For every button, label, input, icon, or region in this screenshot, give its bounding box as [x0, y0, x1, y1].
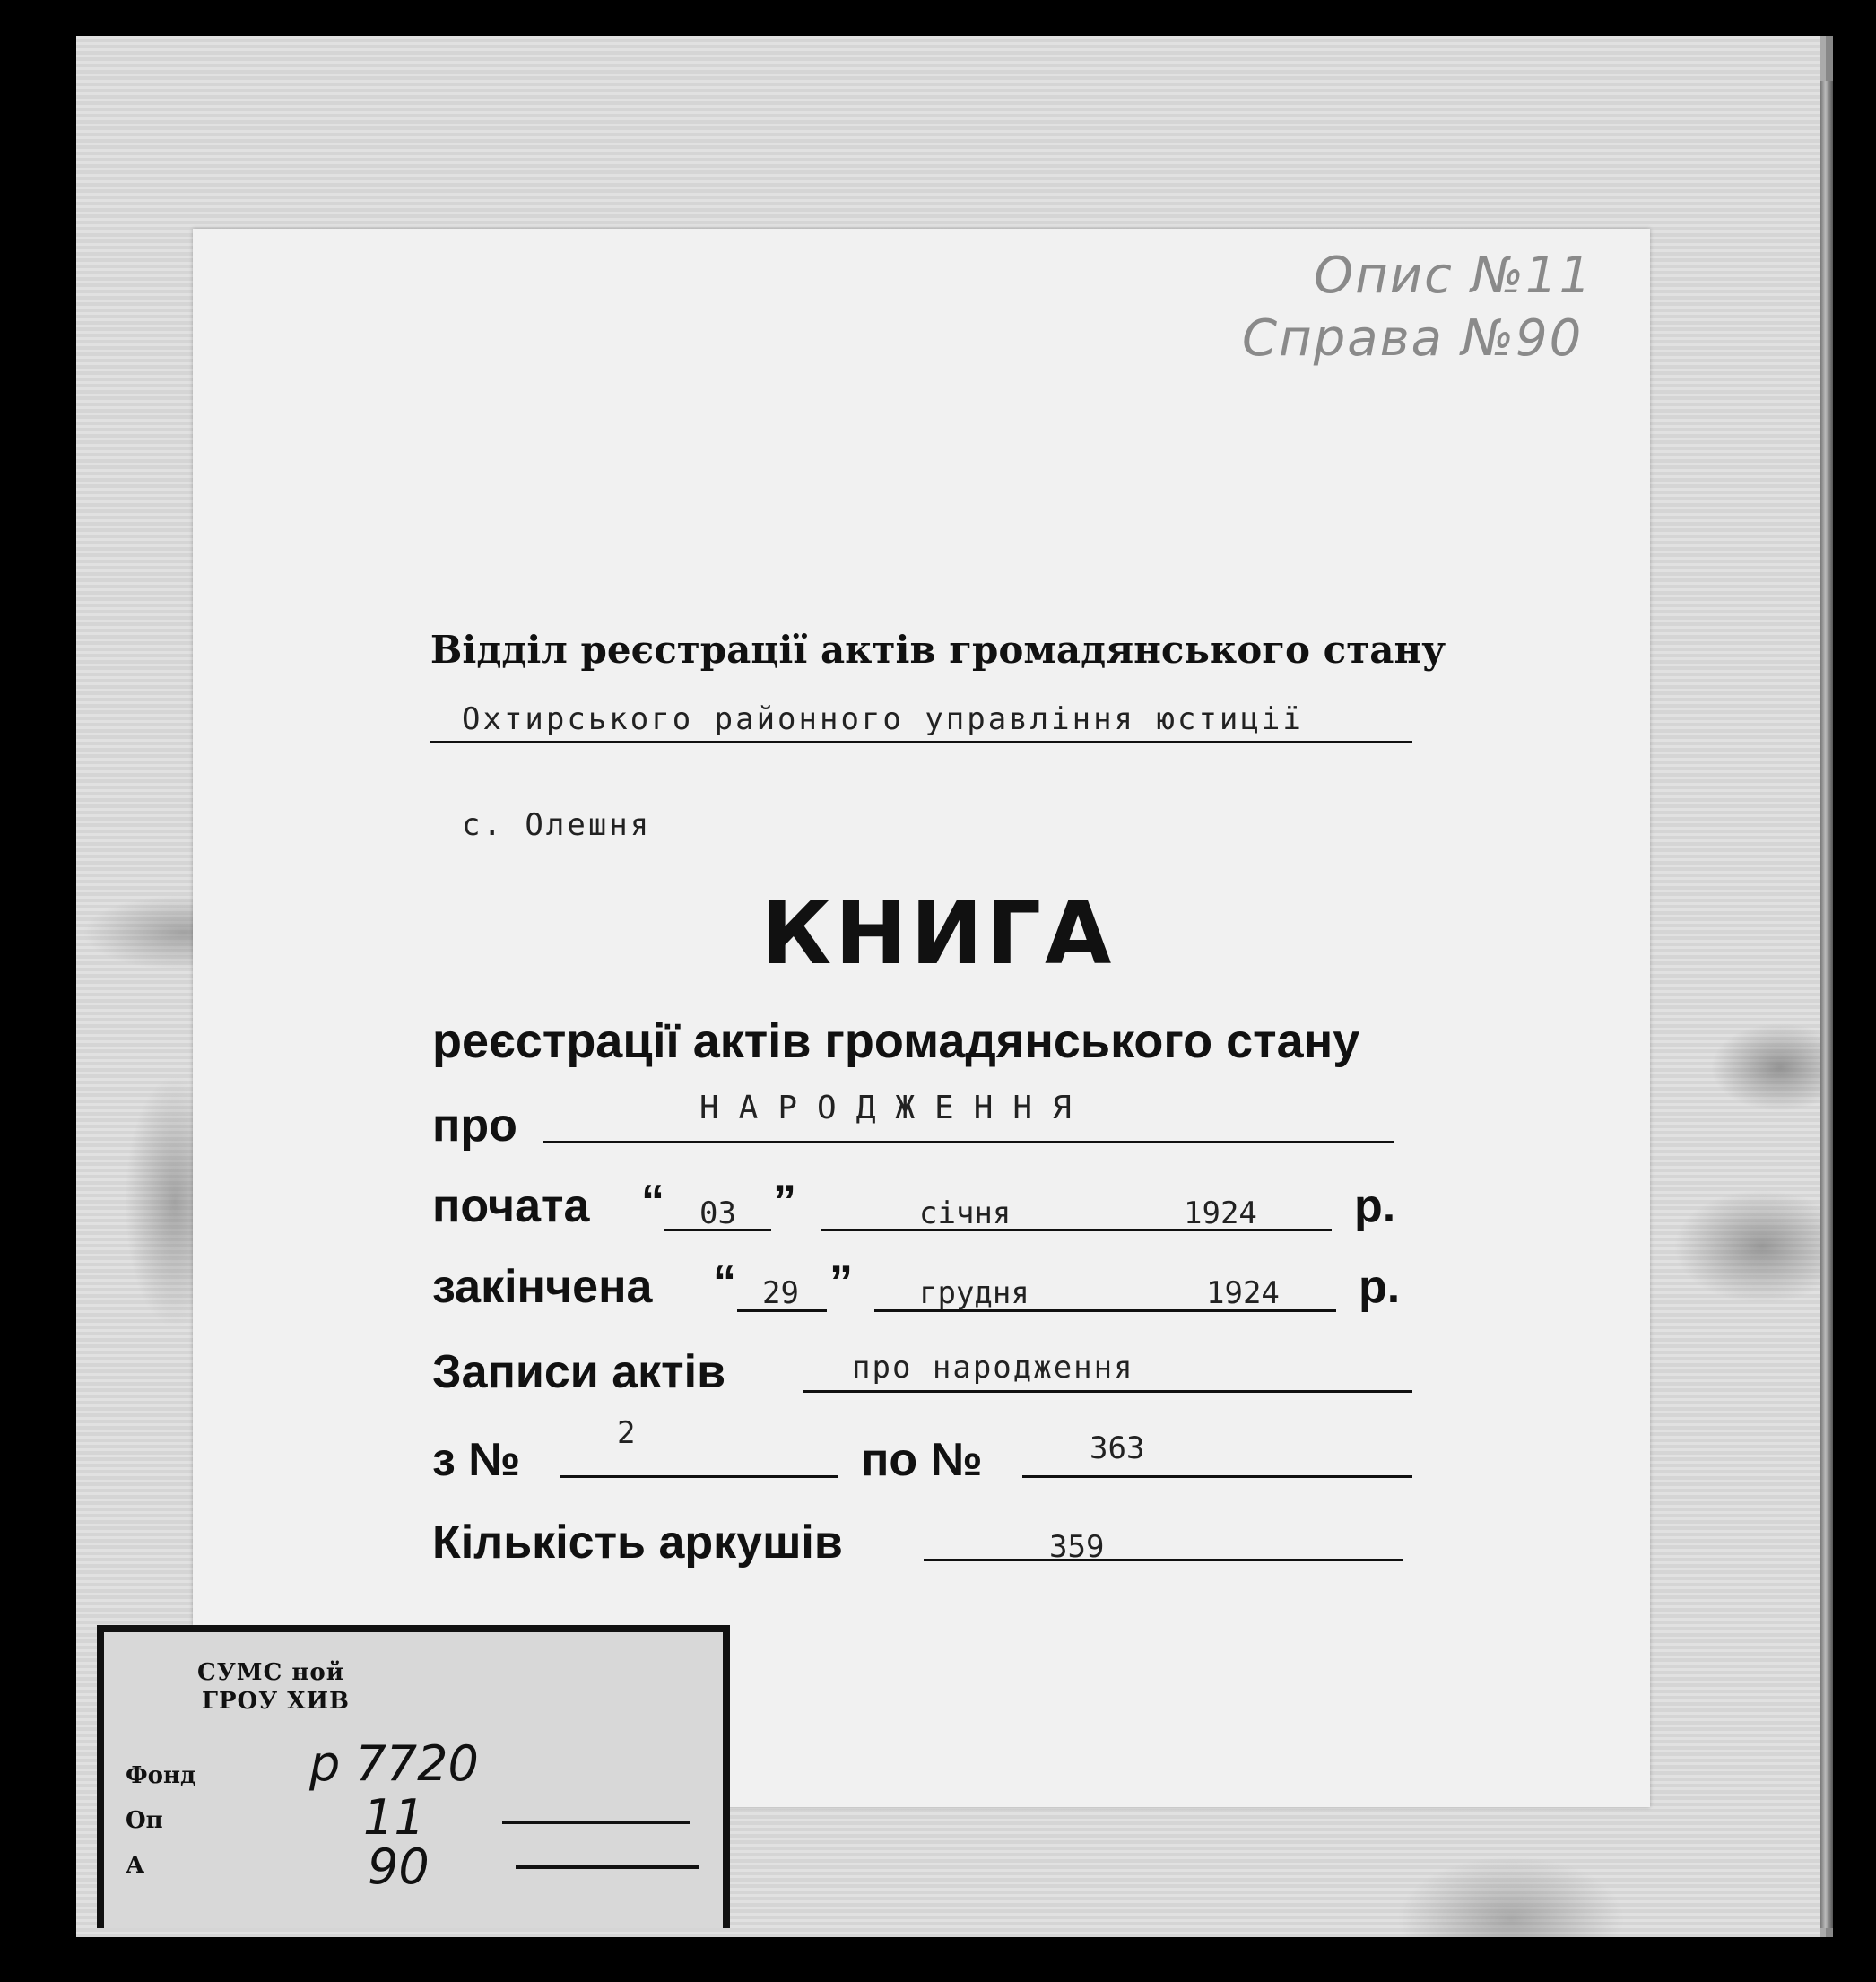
- subtitle: реєстрації актів громадянського стану: [432, 1014, 1360, 1068]
- stamp-sprava-value: 90: [368, 1839, 430, 1895]
- stamp-header-line2: ГРОУ ХИВ: [202, 1688, 351, 1715]
- records-value: про народження: [852, 1350, 1134, 1386]
- to-number-label: по №: [861, 1434, 983, 1486]
- sheets-underline: [924, 1559, 1403, 1561]
- ended-open-quote: “: [713, 1256, 736, 1308]
- started-date-underline: [821, 1229, 1332, 1231]
- authority-text: Охтирського районного управління юстиції: [462, 701, 1304, 737]
- stamp-opis-value: 11: [363, 1789, 425, 1846]
- records-label: Записи актів: [432, 1346, 726, 1398]
- ended-day: 29: [762, 1275, 799, 1311]
- started-year-suffix: р.: [1354, 1180, 1396, 1232]
- book-title: КНИГА: [760, 883, 1116, 984]
- ended-date-underline: [874, 1309, 1336, 1312]
- about-underline: [543, 1141, 1394, 1143]
- from-number-value: 2: [617, 1415, 636, 1451]
- sheets-label: Кількість аркушів: [432, 1517, 843, 1569]
- stamp-header-line1: СУМС ной: [197, 1659, 344, 1686]
- started-close-quote: ”: [773, 1176, 796, 1228]
- started-day: 03: [699, 1195, 736, 1231]
- ended-close-quote: ”: [829, 1256, 853, 1308]
- stamp-opis-label: Оп: [126, 1807, 163, 1834]
- stamp-sprava-label: А: [126, 1852, 145, 1879]
- village-text: с. Олешня: [462, 807, 652, 843]
- started-label: почата: [432, 1180, 590, 1232]
- about-label: про: [432, 1100, 517, 1152]
- from-number-underline: [560, 1475, 838, 1478]
- ended-year-suffix: р.: [1359, 1261, 1401, 1313]
- from-number-label: з №: [432, 1434, 521, 1486]
- started-month: січня: [919, 1195, 1012, 1231]
- handwritten-sprava: Справа №90: [1242, 309, 1584, 368]
- sheets-value: 359: [1049, 1529, 1105, 1565]
- ended-label: закінчена: [432, 1261, 653, 1313]
- stamp-opis-line: [502, 1821, 690, 1824]
- about-value: НАРОДЖЕННЯ: [699, 1090, 1091, 1126]
- department-heading: Відділ реєстрації актів громадянського стану: [430, 628, 1446, 672]
- started-year: 1924: [1184, 1195, 1257, 1231]
- started-open-quote: “: [641, 1176, 664, 1228]
- stamp-fond-label: Фонд: [126, 1762, 196, 1789]
- ended-month: грудня: [919, 1275, 1029, 1311]
- started-day-underline: [664, 1229, 771, 1231]
- to-number-value: 363: [1090, 1430, 1145, 1466]
- folder-edge: [1820, 81, 1833, 1928]
- records-underline: [803, 1390, 1412, 1393]
- ended-year: 1924: [1206, 1275, 1280, 1311]
- stamp-fond-value: р 7720: [309, 1735, 479, 1792]
- ended-day-underline: [737, 1309, 827, 1312]
- handwritten-opis: Опис №11: [1314, 247, 1594, 305]
- authority-underline: [430, 741, 1412, 743]
- to-number-underline: [1022, 1475, 1412, 1478]
- stamp-sprava-line: [516, 1865, 699, 1869]
